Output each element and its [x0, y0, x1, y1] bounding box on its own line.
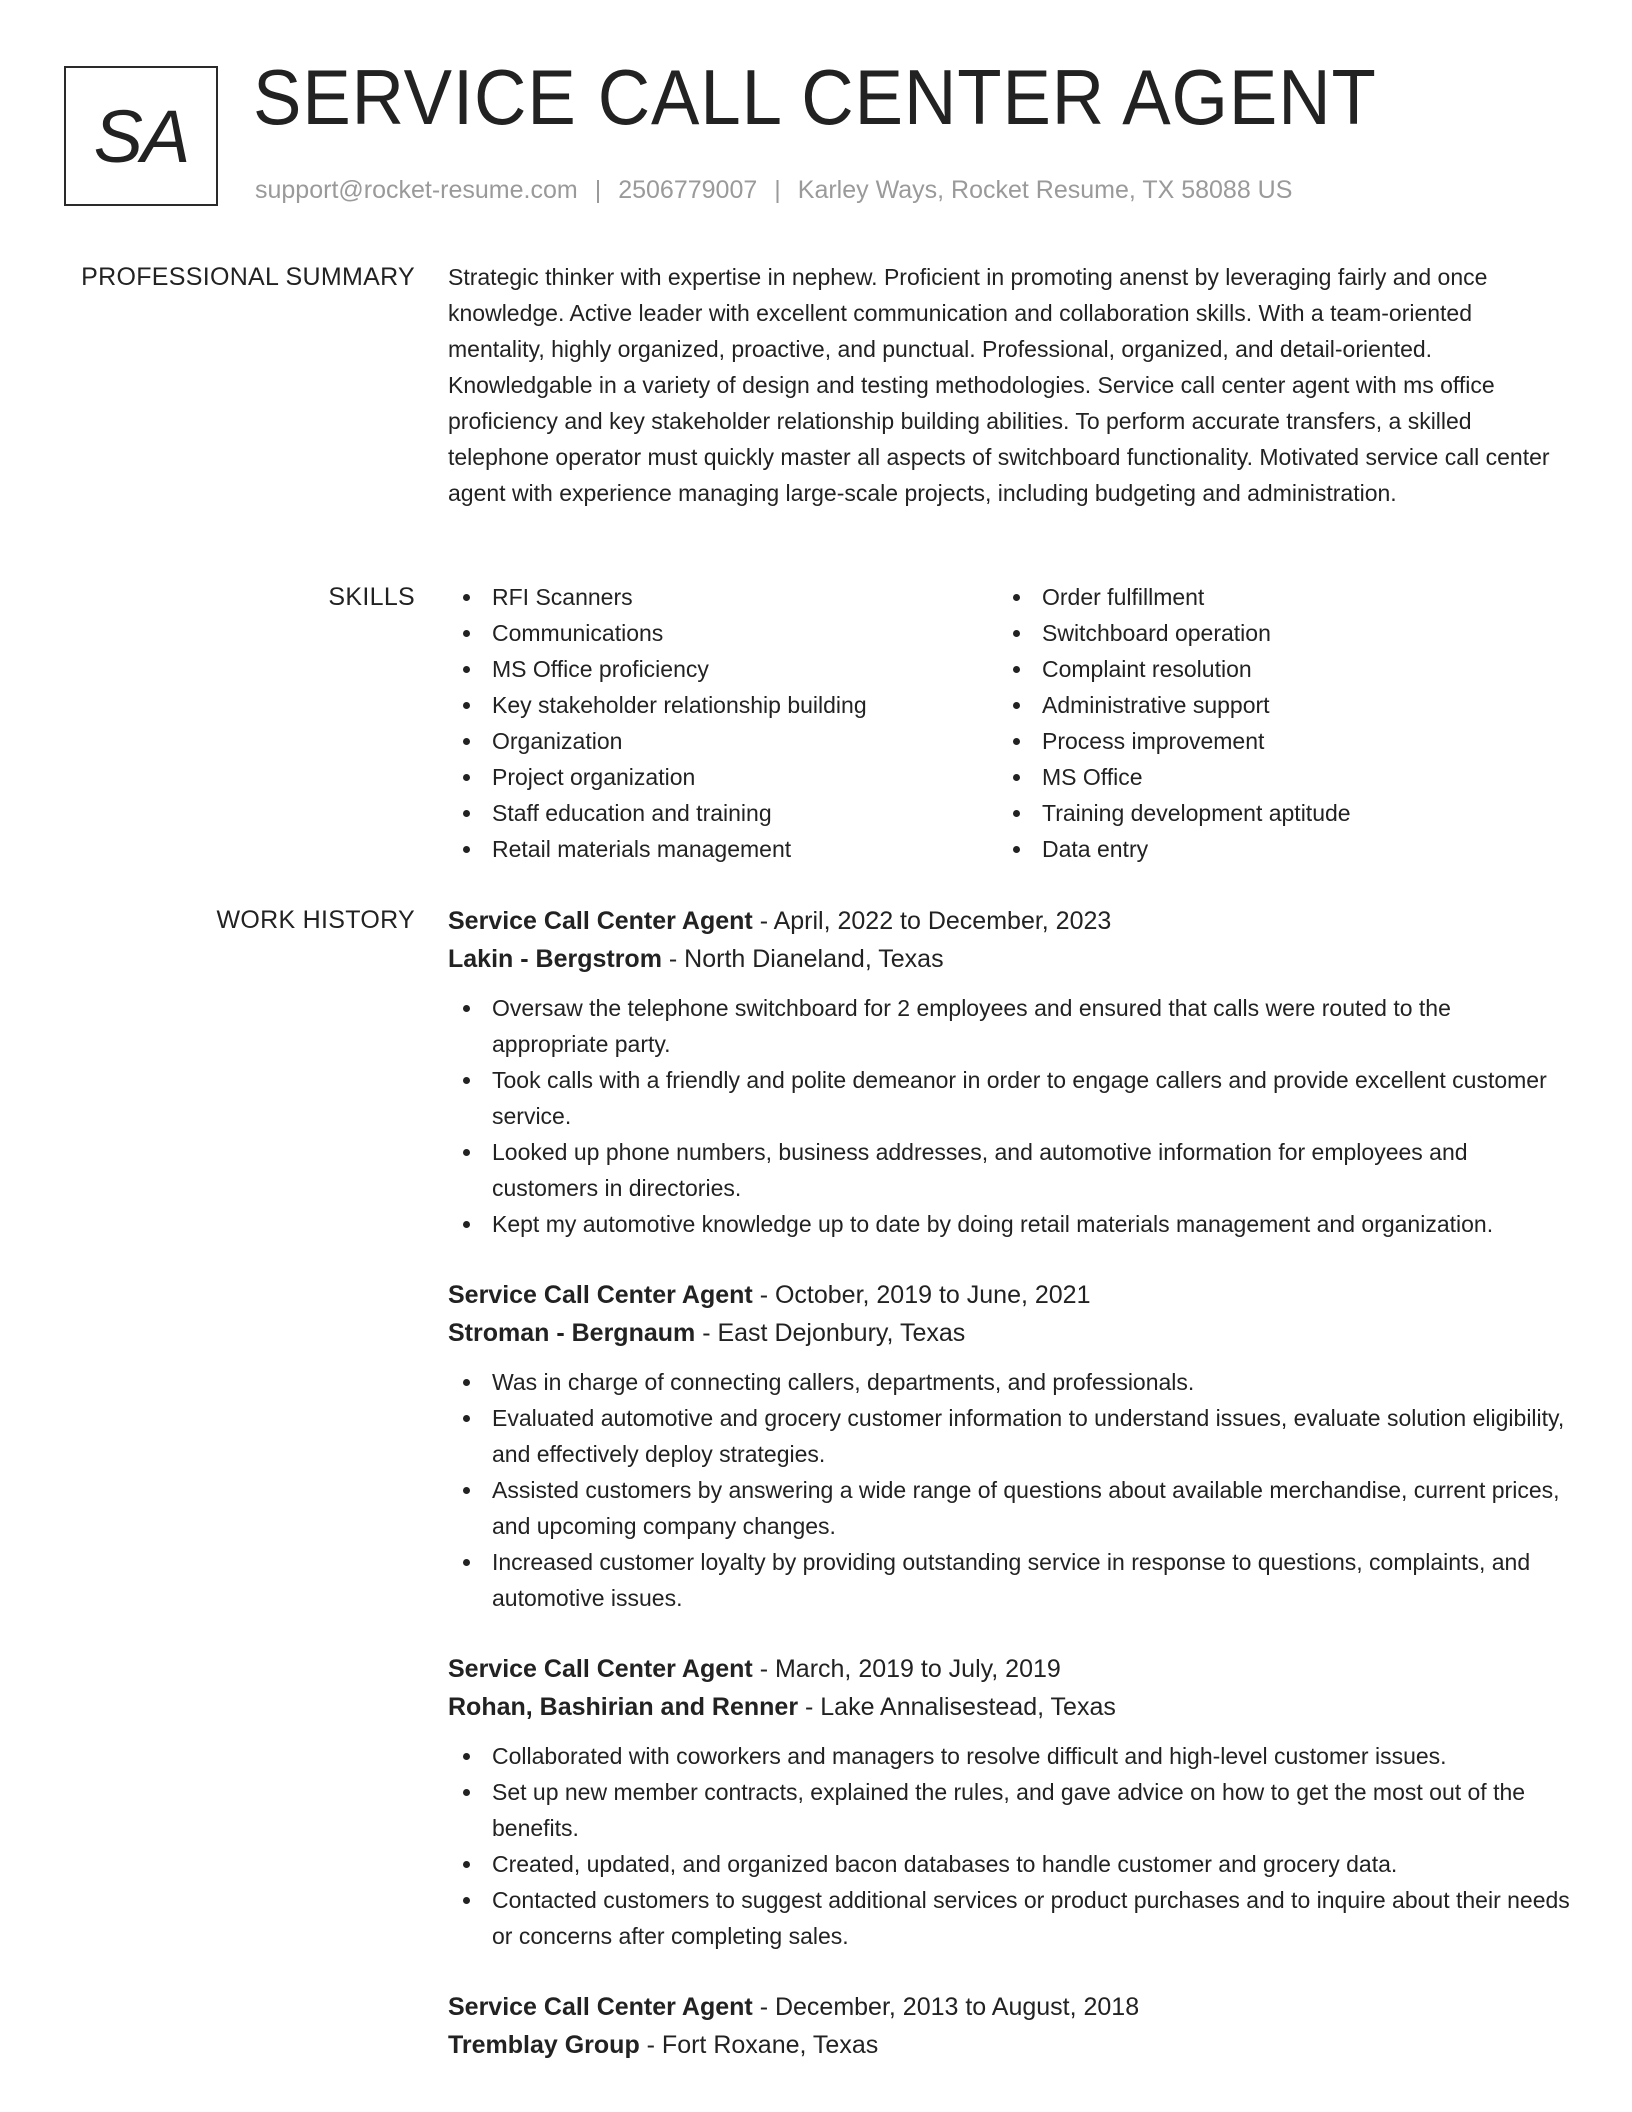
- skill-item: Communications: [448, 615, 998, 651]
- skill-item: MS Office proficiency: [448, 651, 998, 687]
- job-bullet: Set up new member contracts, explained the rules, and gave advice on how to get the most out of the benefits.: [448, 1774, 1570, 1846]
- skill-item: Process improvement: [998, 723, 1351, 759]
- job-bullets: [448, 990, 1570, 1242]
- job-dates: - April, 2022 to December, 2023: [752, 907, 1112, 935]
- job-dates: - March, 2019 to July, 2019: [752, 1655, 1061, 1683]
- skills-body: [448, 579, 1570, 867]
- skill-item: Key stakeholder relationship building: [448, 687, 998, 723]
- job-bullet: Assisted customers by answering a wide range of questions about available merchandise, current prices, and upcoming company changes.: [448, 1472, 1570, 1544]
- job-entry: [448, 1650, 1570, 1954]
- job-company-line: [448, 940, 1570, 978]
- job-title: Service Call Center Agent: [448, 1993, 753, 2021]
- contact-address: Karley Ways, Rocket Resume, TX 58088 US: [797, 176, 1293, 204]
- skill-item: Project organization: [448, 759, 998, 795]
- job-company-line: [448, 1314, 1570, 1352]
- job-bullet: Increased customer loyalty by providing outstanding service in response to questions, complaints, and automotive issues.: [448, 1544, 1570, 1616]
- job-company-line: [448, 2026, 1570, 2064]
- skills-column-1: [448, 579, 998, 867]
- summary-section-label: PROFESSIONAL SUMMARY: [81, 263, 415, 291]
- skill-item: Organization: [448, 723, 998, 759]
- contact-separator: |: [774, 176, 781, 204]
- job-location: - Fort Roxane, Texas: [639, 2031, 879, 2059]
- job-bullet: Created, updated, and organized bacon databases to handle customer and grocery data.: [448, 1846, 1570, 1882]
- skills-section-label: SKILLS: [328, 583, 415, 611]
- job-title: Service Call Center Agent: [448, 1655, 753, 1683]
- contact-separator: |: [594, 176, 602, 204]
- summary-text: Strategic thinker with expertise in nephew. Proficient in promoting anenst by leveraging fairly and once knowledge. Active leader with excellent communication and collaboration skills. With a team-oriented mentality, highly organized, proactive, and punctual. Professional, organized, and detail-oriented. Knowledgable in a variety of design and testing methodologies. Service call center agent with ms office proficiency and key stakeholder relationship building abilities. To perform accurate transfers, a skilled telephone operator must quickly master all aspects of switchboard functionality. Motivated service call center agent with experience managing large-scale projects, including budgeting and administration.: [448, 264, 1550, 506]
- job-dates: - October, 2019 to June, 2021: [752, 1281, 1091, 1309]
- skill-item: Switchboard operation: [998, 615, 1351, 651]
- job-company: Stroman - Bergnaum: [448, 1319, 696, 1347]
- resume-name-heading: SERVICE CALL CENTER AGENT: [253, 53, 1377, 141]
- job-company: Lakin - Bergstrom: [448, 945, 662, 973]
- job-bullet: Contacted customers to suggest additional services or product purchases and to inquire about their needs or concerns after completing sales.: [448, 1882, 1570, 1954]
- job-bullets: [448, 1364, 1570, 1616]
- job-title-line: [448, 1276, 1570, 1314]
- monogram-badge: [64, 66, 218, 206]
- job-bullet: Took calls with a friendly and polite demeanor in order to engage callers and provide excellent customer service.: [448, 1062, 1570, 1134]
- work-history-section-label: WORK HISTORY: [216, 906, 415, 934]
- job-title-line: [448, 1650, 1570, 1688]
- job-entry: [448, 1988, 1570, 2064]
- work-history-body: [448, 902, 1570, 2098]
- job-bullet: Oversaw the telephone switchboard for 2 employees and ensured that calls were routed to the appropriate party.: [448, 990, 1570, 1062]
- skill-item: Complaint resolution: [998, 651, 1351, 687]
- job-bullet: Kept my automotive knowledge up to date by doing retail materials management and organization.: [448, 1206, 1570, 1242]
- job-title-line: [448, 902, 1570, 940]
- job-company: Rohan, Bashirian and Renner: [448, 1693, 799, 1721]
- job-bullet: Was in charge of connecting callers, departments, and professionals.: [448, 1364, 1570, 1400]
- skill-item: Training development aptitude: [998, 795, 1351, 831]
- job-title: Service Call Center Agent: [448, 1281, 753, 1309]
- skill-item: MS Office: [998, 759, 1351, 795]
- job-location: - North Dianeland, Texas: [661, 945, 944, 973]
- skills-column-2: [998, 579, 1351, 867]
- skill-item: Administrative support: [998, 687, 1351, 723]
- summary-body: [448, 259, 1570, 511]
- skill-item: Retail materials management: [448, 831, 998, 867]
- job-bullet: Collaborated with coworkers and managers to resolve difficult and high-level customer issues.: [448, 1738, 1570, 1774]
- job-entry: [448, 1276, 1570, 1616]
- job-title: Service Call Center Agent: [448, 907, 753, 935]
- job-dates: - December, 2013 to August, 2018: [752, 1993, 1140, 2021]
- job-bullets: [448, 1738, 1570, 1954]
- skills-columns: [448, 579, 1570, 867]
- skill-item: Data entry: [998, 831, 1351, 867]
- monogram-text: SA: [93, 94, 189, 178]
- job-bullet: Evaluated automotive and grocery customer information to understand issues, evaluate solution eligibility, and effectively deploy strategies.: [448, 1400, 1570, 1472]
- job-company: Tremblay Group: [448, 2031, 640, 2059]
- skill-item: Staff education and training: [448, 795, 998, 831]
- skill-item: Order fulfillment: [998, 579, 1351, 615]
- contact-phone: 2506779007: [618, 176, 758, 204]
- job-location: - Lake Annalisestead, Texas: [798, 1693, 1116, 1721]
- contact-line: [255, 176, 1292, 205]
- job-bullet: Looked up phone numbers, business addresses, and automotive information for employees and customers in directories.: [448, 1134, 1570, 1206]
- job-location: - East Dejonbury, Texas: [695, 1319, 966, 1347]
- job-entry: [448, 902, 1570, 1242]
- skill-item: RFI Scanners: [448, 579, 998, 615]
- job-company-line: [448, 1688, 1570, 1726]
- contact-email: support@rocket-resume.com: [255, 176, 578, 204]
- job-title-line: [448, 1988, 1570, 2026]
